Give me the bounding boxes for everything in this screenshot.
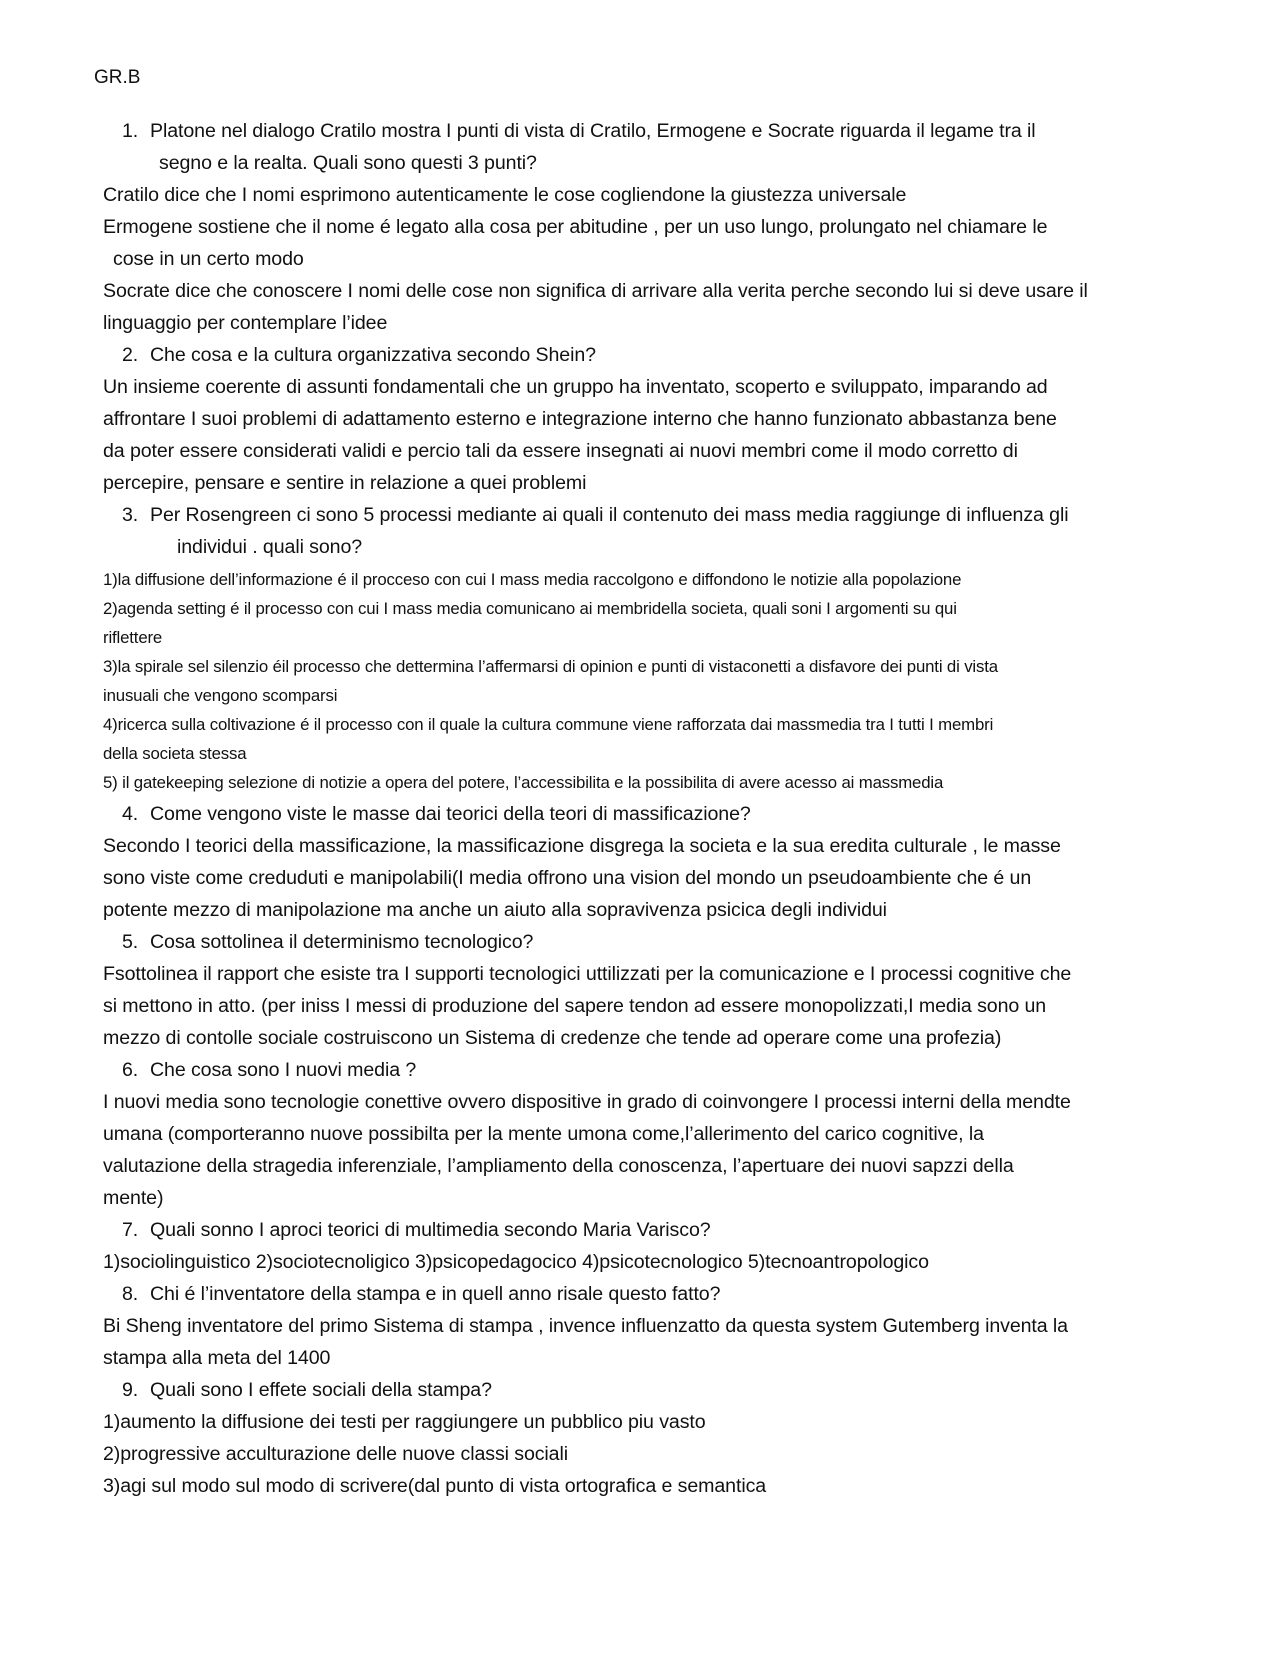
answer-line: linguaggio per contemplare l’idee <box>103 312 388 334</box>
answer-line: della societa stessa <box>103 744 247 763</box>
question-number: 7. <box>122 1219 139 1241</box>
question-text: Cosa sottolinea il determinismo tecnologico? <box>150 931 534 953</box>
question-text: individui . quali sono? <box>177 536 363 558</box>
question-text: Per Rosengreen ci sono 5 processi mediante ai quali il contenuto dei mass media raggiunge di influenza gli <box>150 504 1069 526</box>
answer-line: riflettere <box>103 628 163 647</box>
question-text: Quali sono I effete sociali della stampa? <box>150 1379 492 1401</box>
answer-line: Cratilo dice che I nomi esprimono autenticamente le cose cogliendone la giustezza universale <box>103 184 907 206</box>
question-text: Che cosa sono I nuovi media ? <box>150 1059 417 1081</box>
question-number: 4. <box>122 803 139 825</box>
answer-line: percepire, pensare e sentire in relazione a quei problemi <box>103 472 587 494</box>
answer-line: da poter essere considerati validi e percio tali da essere insegnati ai nuovi membri come il modo corretto di <box>103 440 1018 462</box>
answer-line: valutazione della stragedia inferenziale, l’ampliamento della conoscenza, l’apertuare dei nuovi sapzzi della <box>103 1155 1014 1177</box>
answer-line: 1)sociolinguistico 2)sociotecnoligico 3)psicopedagocico 4)psicotecnologico 5)tecnoantropologico <box>103 1251 929 1273</box>
answer-line: si mettono in atto. (per iniss I messi di produzione del sapere tendon ad essere monopolizzati,I media sono un <box>103 995 1047 1017</box>
answer-line: Fsottolinea il rapport che esiste tra I supporti tecnologici uttilizzati per la comunicazione e I processi cognitive che <box>103 963 1072 985</box>
answer-line: Secondo I teorici della massificazione, la massificazione disgrega la societa e la sua eredita culturale , le masse <box>103 835 1061 857</box>
question-text: Chi é l’inventatore della stampa e in quell anno risale questo fatto? <box>150 1283 721 1305</box>
answer-line: stampa alla meta del 1400 <box>103 1347 331 1369</box>
answer-line: 1)aumento la diffusione dei testi per raggiungere un pubblico piu vasto <box>103 1411 706 1433</box>
answer-line: mezzo di contolle sociale costruiscono un Sistema di credenze che tende ad operare come una profezia) <box>103 1027 1002 1049</box>
answer-line: umana (comporteranno nuove possibilta per la mente umona come,l’allerimento del carico cognitive, la <box>103 1123 984 1145</box>
question-number: 1. <box>122 120 139 142</box>
answer-line: 3)agi sul modo sul modo di scrivere(dal punto di vista ortografica e semantica <box>103 1475 767 1497</box>
answer-line: 5) il gatekeeping selezione di notizie a opera del potere, l’accessibilita e la possibilita di avere acesso ai massmedia <box>103 773 944 792</box>
answer-line: I nuovi media sono tecnologie conettive ovvero dispositive in grado di coinvongere I processi interni della mendte <box>103 1091 1071 1113</box>
answer-line: 2)agenda setting é il processo con cui I mass media comunicano ai membridella societa, quali soni I argomenti su qui <box>103 599 957 618</box>
question-text: Quali sonno I aproci teorici di multimedia secondo Maria Varisco? <box>150 1219 711 1241</box>
answer-line: Socrate dice che conoscere I nomi delle cose non significa di arrivare alla verita perche secondo lui si deve usare il <box>103 280 1088 302</box>
answer-line: sono viste come creduduti e manipolabili(I media offrono una vision del mondo un pseudoambiente che é un <box>103 867 1032 889</box>
question-number: 2. <box>122 344 139 366</box>
question-number: 3. <box>122 504 139 526</box>
question-text: segno e la realta. Quali sono questi 3 punti? <box>159 152 537 174</box>
question-text: Platone nel dialogo Cratilo mostra I punti di vista di Cratilo, Ermogene e Socrate riguarda il legame tra il <box>150 120 1036 142</box>
question-number: 9. <box>122 1379 139 1401</box>
answer-line: Bi Sheng inventatore del primo Sistema di stampa , invence influenzatto da questa system Gutemberg inventa la <box>103 1315 1068 1337</box>
answer-line: cose in un certo modo <box>113 248 304 270</box>
answer-line: 4)ricerca sulla coltivazione é il processo con il quale la cultura commune viene rafforzata dai massmedia tra I tutti I membri <box>103 715 994 734</box>
answer-line: mente) <box>103 1187 164 1209</box>
answer-line: affrontare I suoi problemi di adattamento esterno e integrazione interno che hanno funzionato abbastanza bene <box>103 408 1057 430</box>
question-number: 8. <box>122 1283 139 1305</box>
question-number: 6. <box>122 1059 139 1081</box>
question-text: Che cosa e la cultura organizzativa secondo Shein? <box>150 344 596 366</box>
answer-line: Ermogene sostiene che il nome é legato alla cosa per abitudine , per un uso lungo, prolungato nel chiamare le <box>103 216 1048 238</box>
answer-line: 3)la spirale sel silenzio éil processo che dettermina l’affermarsi di opinion e punti di vistaconetti a disfavore dei punti di vista <box>103 657 998 676</box>
question-text: Come vengono viste le masse dai teorici della teori di massificazione? <box>150 803 751 825</box>
answer-line: inusuali che vengono scomparsi <box>103 686 338 705</box>
question-number: 5. <box>122 931 139 953</box>
document-header: GR.B <box>94 67 141 88</box>
answer-line: 1)la diffusione dell’informazione é il procceso con cui I mass media raccolgono e diffondono le notizie alla popolazione <box>103 570 962 589</box>
answer-line: potente mezzo di manipolazione ma anche un aiuto alla sopravivenza psicica degli individui <box>103 899 887 921</box>
answer-line: 2)progressive acculturazione delle nuove classi sociali <box>103 1443 568 1465</box>
answer-line: Un insieme coerente di assunti fondamentali che un gruppo ha inventato, scoperto e sviluppato, imparando ad <box>103 376 1048 398</box>
